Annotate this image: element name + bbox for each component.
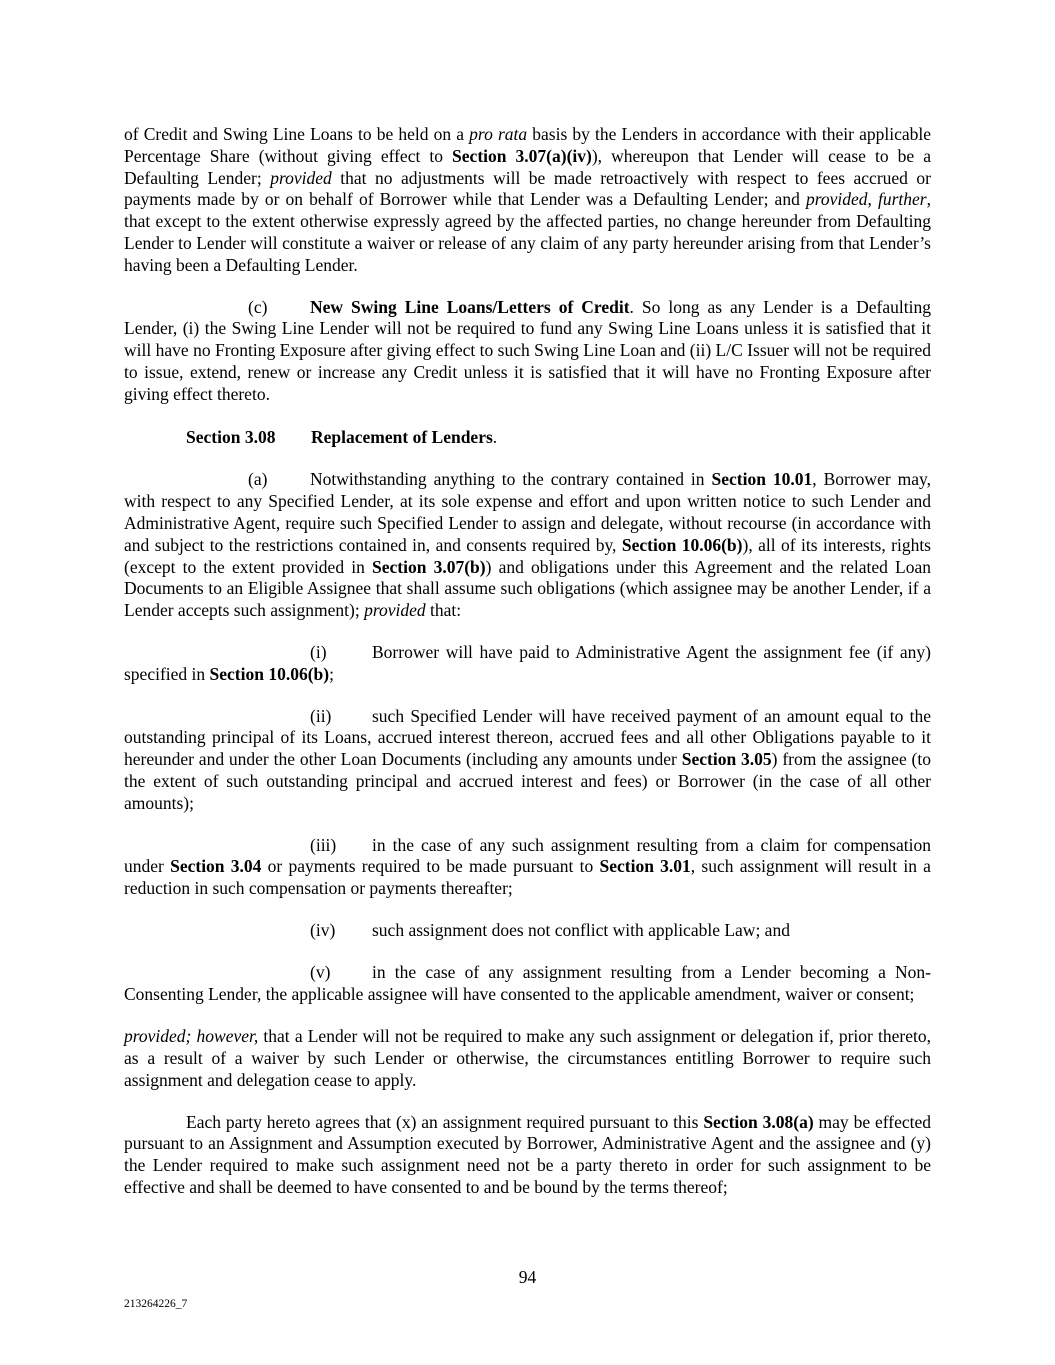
clause-label: (a) [248, 469, 268, 490]
section-heading: Section 3.08 Replacement of Lenders. [186, 426, 498, 447]
section-reference: Section 3.05 [681, 749, 772, 770]
section-reference: Section 10.06(b) [621, 534, 743, 555]
clause-label: (c) [248, 296, 268, 317]
section-reference: Section 3.01 [599, 856, 691, 877]
section-reference: Section 10.01 [711, 469, 813, 490]
list-item-v: (v) in the case of any assignment resulting from a Lender becoming a Non-Consenting Lender, the applicable assignee will have consented to the applicable amendment, waiver or consent; [124, 961, 931, 1004]
list-item-iii: (iii) in the case of any such assignment resulting from a claim for compensation under Section 3.04 or payments required to be made pursuant to Section 3.01, such assignment will result in a reduction in such compensation or payments thereafter; [124, 834, 931, 899]
italic-term: provided [805, 189, 868, 210]
paragraph-continuation: of Credit and Swing Line Loans to be held on a pro rata basis by the Lenders in accordance with their applicable Percentage Share (without giving effect to Section 3.07(a)(iv)), whereupon that Lender will cease to be a Defaulting Lender; provided that no adjustments will be made retroactively with respect to fees accrued or payments made by or on behalf of Borrower while that Lender was a Defaulting Lender; and provided, further, that except to the extent otherwise expressly agreed by the affected parties, no change hereunder from Defaulting Lender to Lender will constitute a waiver or release of any claim of any party hereunder arising from that Lender’s having been a Defaulting Lender. [124, 124, 931, 275]
list-item-ii: (ii) such Specified Lender will have received payment of an amount equal to the outstanding principal of its Loans, accrued interest thereon, accrued fees and all other Obligations payable to it hereunder and under the other Loan Documents (including any amounts under Section 3.05) from the assignee (to the extent of such outstanding principal and accrued interest and fees) or Borrower (in the case of all other amounts); [124, 705, 931, 813]
clause-heading: New Swing Line Loans/Letters of Credit [310, 296, 630, 317]
section-title: Replacement of Lenders [311, 426, 493, 447]
paragraph-proviso: provided; however, that a Lender will not be required to make any such assignment or delegation if, prior thereto, as a result of a waiver by such Lender or otherwise, the circumstances entitling Borrower to require such assignment and delegation cease to apply. [124, 1026, 931, 1090]
item-label: (iv) [310, 919, 336, 940]
italic-term: further [878, 189, 927, 210]
italic-term: pro rata [469, 124, 528, 144]
section-reference: Section 3.07(b) [372, 556, 486, 577]
section-reference: Section 3.04 [170, 856, 262, 877]
section-reference: Section 10.06(b) [209, 663, 330, 684]
section-reference: Section 3.08(a) [703, 1111, 814, 1132]
page-number: 94 [518, 1267, 537, 1287]
italic-term: provided [270, 167, 332, 188]
item-label: (v) [310, 961, 331, 982]
list-item-iv: (iv) such assignment does not conflict with applicable Law; and [310, 919, 790, 940]
item-label: (i) [310, 641, 327, 662]
section-reference: Section 3.07(a)(iv) [452, 145, 592, 166]
document-page [124, 124, 931, 1199]
paragraph-a: (a) Notwithstanding anything to the contrary contained in Section 10.01, Borrower may, with respect to any Specified Lender, at its sole expense and effort and upon written notice to such Lender and Administrative Agent, require such Specified Lender to assign and delegate, without recourse (in accordance with and subject to the restrictions contained in, and consents required by, Section 10.06(b)), all of its interests, rights (except to the extent provided in Section 3.07(b)) and obligations under this Agreement and the related Loan Documents to an Eligible Assignee that shall assume such obligations (which assignee may be another Lender, if a Lender accepts such assignment); provided that: [124, 469, 931, 621]
section-number: Section 3.08 [186, 426, 276, 447]
italic-term: provided; however, [124, 1026, 259, 1047]
paragraph-c: (c) New Swing Line Loans/Letters of Credit. So long as any Lender is a Defaulting Lender, (i) the Swing Line Lender will not be required to fund any Swing Line Loans unless it is satisfied that it will have no Fronting Exposure after giving effect to such Swing Line Loan and (ii) L/C Issuer will not be required to issue, extend, renew or increase any Credit unless it is satisfied that it will have no Fronting Exposure after giving effect thereto. [124, 296, 931, 404]
list-item-i: (i) Borrower will have paid to Administrative Agent the assignment fee (if any) specified in Section 10.06(b); [124, 641, 931, 684]
italic-term: provided [364, 600, 426, 621]
document-id: 213264226_7 [124, 1298, 188, 1310]
item-label: (ii) [310, 705, 332, 726]
paragraph-each-party: Each party hereto agrees that (x) an assignment required pursuant to this Section 3.08(a) may be effected pursuant to an Assignment and Assumption executed by Borrower, Administrative Agent and the assignee and (y) the Lender required to make such assignment need not be a party thereto in order for such assignment to be effective and shall be deemed to have consented to and be bound by the terms thereof; [124, 1111, 931, 1198]
item-label: (iii) [310, 834, 337, 855]
